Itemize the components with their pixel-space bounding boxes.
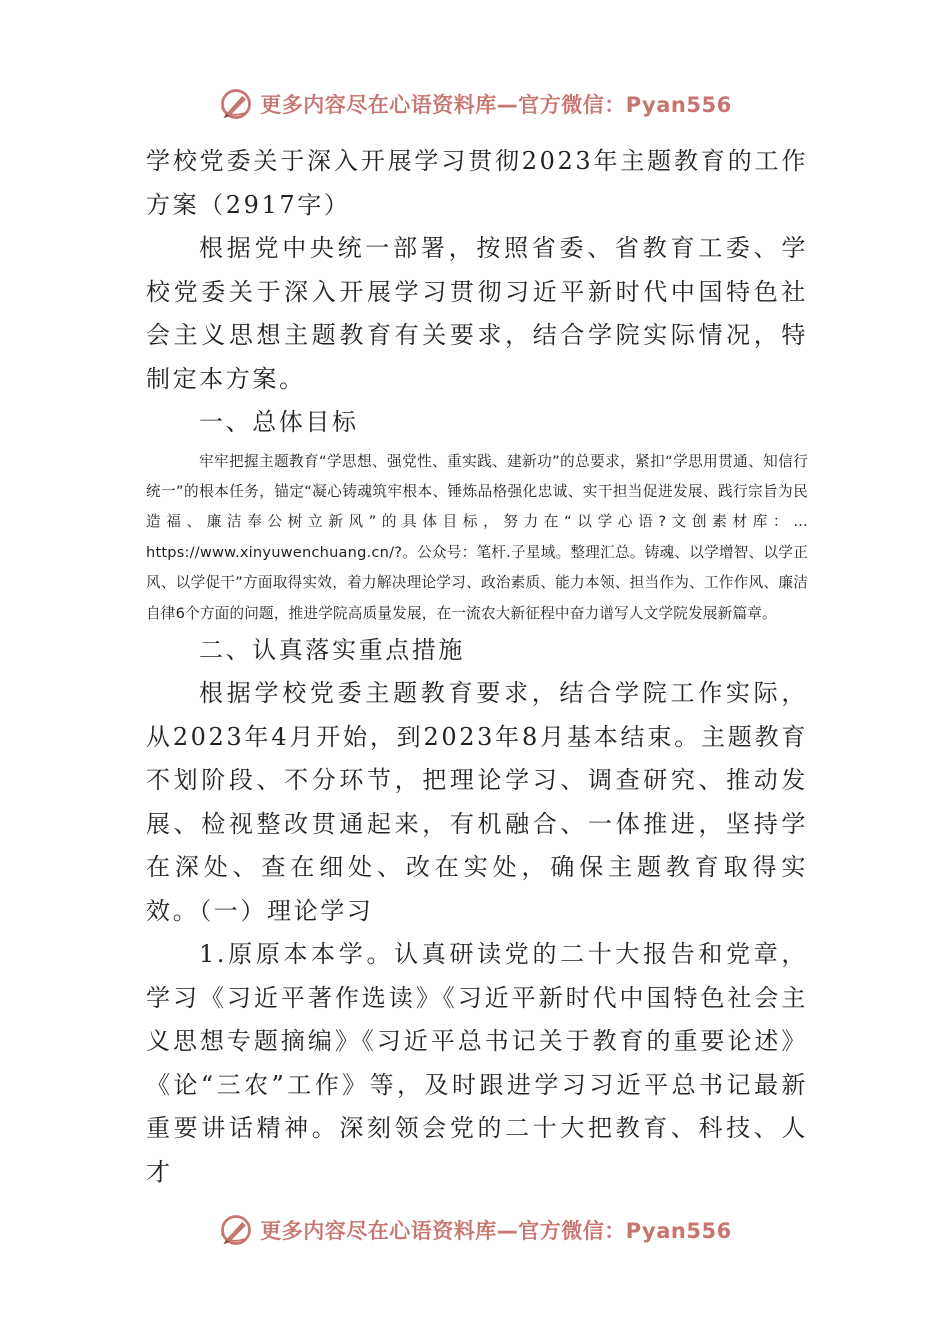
section-heading-1: 一、总体目标 xyxy=(199,408,359,436)
item-1-paragraph: 1.原原本本学。认真研读党的二十大报告和党章，学习《习近平著作选读》《习近平新时代中国特色社会主义思想专题摘编》《习近平总书记关于教育的重要论述》《论“三农”工作》等，及时跟进学习习近平总书记最新重要讲话精神。深刻领会党的二十大把教育、科技、人才 xyxy=(146,940,808,1186)
section-heading-2: 二、认真落实重点措施 xyxy=(199,635,465,664)
watermark-text: 更多内容尽在心语资料库—官方微信：Pyan556 xyxy=(260,1219,732,1243)
section-2-paragraph: 根据学校党委主题教育要求，结合学院工作实际，从2023年4月开始，到2023年8月基本结束。主题教育不划阶段、不分环节，把理论学习、调查研究、推动发展、检视整改贯通起来，有机融合、一体推进，坚持学在深处、查在细处、改在实处，确保主题教育取得实效。（一）理论学习 xyxy=(146,679,808,925)
document-title: 学校党委关于深入开展学习贯彻2023年主题教育的工作方案（2917字） xyxy=(146,147,808,219)
intro-paragraph: 根据党中央统一部署，按照省委、省教育工委、学校党委关于深入开展学习贯彻习近平新时代中国特色社会主义思想主题教育有关要求，结合学院实际情况，特制定本方案。 xyxy=(146,234,808,393)
header-watermark-banner xyxy=(0,84,950,124)
footer-watermark-banner xyxy=(0,1210,950,1250)
section-1-paragraph: 牢牢把握主题教育“学思想、强党性、重实践、建新功”的总要求，紧扣“学思用贯通、知信行统一”的根本任务，锚定“凝心铸魂筑牢根本、锤炼品格强化忠诚、实干担当促进发展、践行宗旨为民造福、廉洁奉公树立新风”的具体目标，努力在“以学心语?文创素材库：…https://www.xinyuwenchuang.cn/?。公众号：笔杆.子星域。整理汇总。铸魂、以学增智、以学正风、以学促干”方面取得实效，着力解决理论学习、政治素质、能力本领、担当作为、工作作风、廉洁自律6个方面的问题，推进学院高质量发展，在一流农大新征程中奋力谱写人文学院发展新篇章。 xyxy=(146,452,808,622)
watermark-text: 更多内容尽在心语资料库—官方微信：Pyan556 xyxy=(260,93,732,117)
document-body xyxy=(146,140,808,1194)
pen-logo-icon xyxy=(218,86,254,122)
pen-logo-icon xyxy=(218,1212,254,1248)
